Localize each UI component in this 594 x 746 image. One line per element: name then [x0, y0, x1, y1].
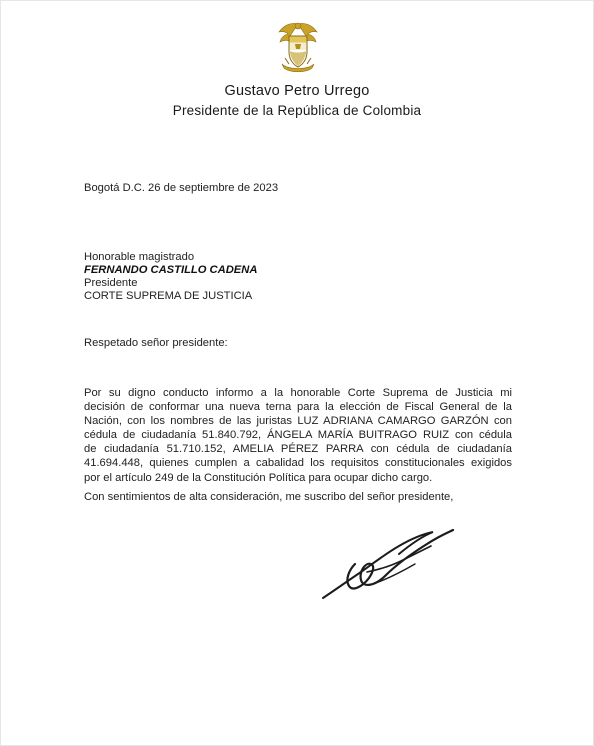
closing-line: Con sentimientos de alta consideración, me suscribo del señor presidente, — [84, 491, 454, 503]
recipient-salutation-title: Honorable magistrado — [84, 251, 195, 263]
greeting: Respetado señor presidente: — [84, 337, 228, 349]
body-line: por el artículo 249 de la Constitución Política para ocupar dicho cargo. — [84, 471, 433, 484]
date-line: Bogotá D.C. 26 de septiembre de 2023 — [84, 182, 279, 194]
body-line: Por su digno conducto informo a la honorable Corte Suprema de Justicia mi — [84, 387, 512, 399]
body-paragraph — [84, 386, 512, 485]
recipient-position: Presidente — [84, 277, 138, 289]
body-line: 41.694.448, quienes cumplen a cabalidad los requisitos constitucionales exigidos — [84, 457, 512, 470]
body-line: de ciudadanía 51.710.152, AMELIA PÉREZ PARRA con cédula de ciudadanía — [84, 443, 512, 456]
recipient-name: FERNANDO CASTILLO CADENA — [84, 264, 258, 276]
sender-name: Gustavo Petro Urrego — [224, 83, 370, 99]
handwritten-signature-icon — [315, 524, 460, 604]
body-line: cédula de ciudadanía 51.840.792, ÁNGELA MARÍA BUITRAGO RUIZ con cédula — [84, 429, 512, 442]
body-line: Nación, con los nombres de las juristas LUZ ADRIANA CAMARGO GARZÓN con — [84, 415, 512, 428]
recipient-institution: CORTE SUPREMA DE JUSTICIA — [84, 290, 253, 302]
body-line: decisión de conformar una nueva terna para la elección de Fiscal General de la — [84, 401, 512, 414]
coat-of-arms-icon — [276, 20, 320, 74]
sender-title: Presidente de la República de Colombia — [172, 103, 422, 118]
